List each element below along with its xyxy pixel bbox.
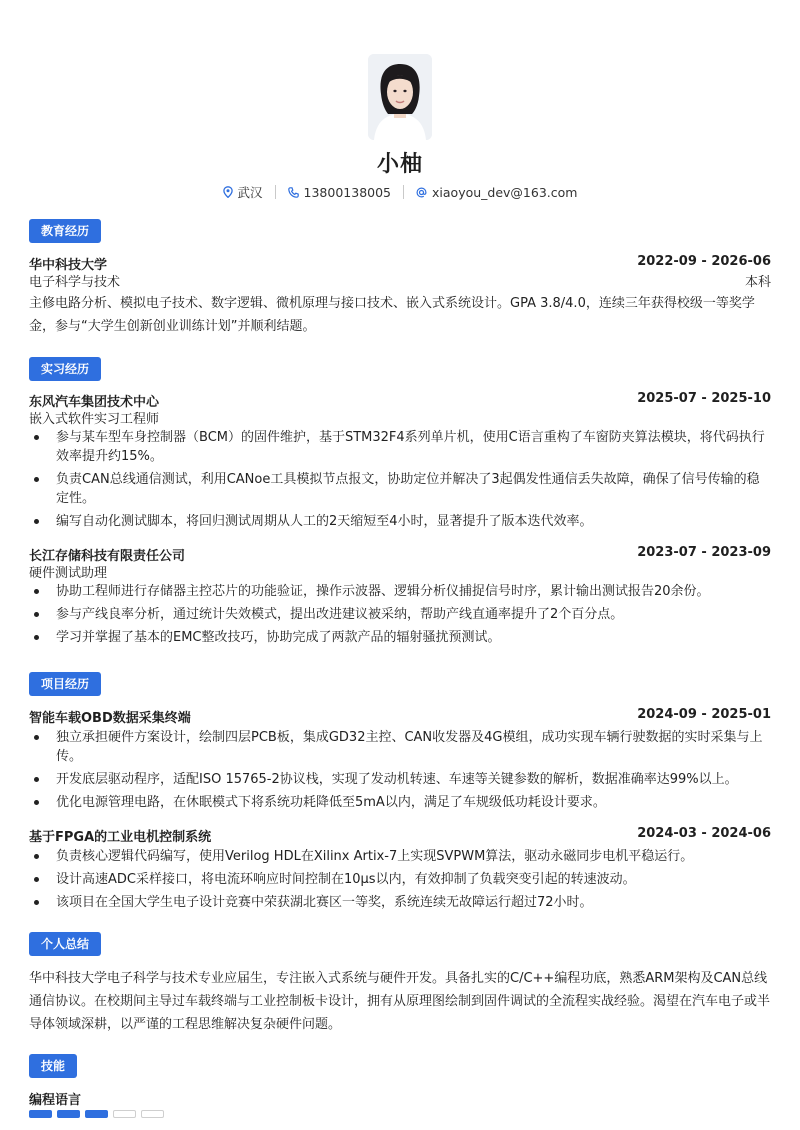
project-bullets: [29, 728, 771, 816]
contact-info: [0, 183, 800, 201]
contact-divider: [403, 185, 404, 199]
contact-phone: [288, 185, 391, 200]
section-skills-title: 技能: [29, 1054, 77, 1078]
project-header: [29, 707, 771, 726]
section-internship-title: 实习经历: [29, 357, 101, 381]
skill-level-segment-empty: [141, 1110, 164, 1118]
skill-level-segment-filled: [57, 1110, 80, 1118]
role-title: 嵌入式软件实习工程师: [29, 412, 160, 427]
bullet-item: 设计高速ADC采样接口，将电流环响应时间控制在10μs以内，有效抑制了负载突变引起的转速波动。: [29, 870, 771, 889]
project-header: [29, 826, 771, 845]
bullet-item: 该项目在全国大学生电子设计竞赛中荣获湖北赛区一等奖，系统连续无故障运行超过72小时。: [29, 893, 771, 912]
skill-category-title: 编程语言: [29, 1093, 82, 1108]
company-name: 东风汽车集团技术中心: [29, 395, 160, 410]
internship-period: 2023-07 - 2023-09: [637, 545, 771, 560]
bullet-item: 开发底层驱动程序，适配ISO 15765-2协议栈，实现了发动机转速、车速等关键参数的解析，数据准确率达99%以上。: [29, 770, 771, 789]
bullet-item: 参与产线良率分析，通过统计失效模式，提出改进建议被采纳，帮助产线直通率提升了2个百分点。: [29, 605, 771, 624]
company-name: 长江存储科技有限责任公司: [29, 549, 186, 564]
internship-bullets: [29, 582, 771, 651]
phone-icon: [288, 187, 299, 198]
bullet-item: 编写自动化测试脚本，将回归测试周期从人工的2天缩短至4小时，显著提升了版本迭代效率。: [29, 512, 771, 531]
profile-photo: [368, 54, 432, 140]
internship-period: 2025-07 - 2025-10: [637, 391, 771, 406]
section-summary-title: 个人总结: [29, 932, 101, 956]
bullet-item: 学习并掌握了基本的EMC整改技巧，协助完成了两款产品的辐射骚扰预测试。: [29, 628, 771, 647]
city-text: 武汉: [237, 185, 263, 200]
project-period: 2024-03 - 2024-06: [637, 826, 771, 841]
project-name: 智能车载OBD数据采集终端: [29, 711, 191, 726]
skill-level-bar: [29, 1110, 164, 1118]
location-pin-icon: [223, 186, 233, 198]
bullet-item: 优化电源管理电路，在休眠模式下将系统功耗降低至5mA以内，满足了车规级低功耗设计要求。: [29, 793, 771, 812]
degree-level: 本科: [744, 275, 771, 290]
education-description: 主修电路分析、模拟电子技术、数字逻辑、微机原理与接口技术、嵌入式系统设计。GPA 3.8/4.0，连续三年获得校级一等奖学金，参与“大学生创新创业训练计划”并顺利结题。: [29, 296, 755, 334]
education-period: 2022-09 - 2026-06: [637, 254, 771, 269]
phone-text[interactable]: 13800138005: [303, 184, 392, 200]
contact-city: [223, 183, 263, 201]
school-name: 华中科技大学: [29, 258, 108, 273]
contact-divider: [275, 185, 276, 199]
contact-email: [416, 185, 577, 200]
internship-role-row: [29, 562, 771, 581]
bullet-item: 负责CAN总线通信测试，利用CANoe工具模拟节点报文，协助定位并解决了3起偶发性通信丢失故障，确保了信号传输的稳定性。: [29, 470, 771, 508]
at-sign-icon: [416, 187, 427, 198]
skill-level-segment-empty: [113, 1110, 136, 1118]
bullet-item: 独立承担硬件方案设计，绘制四层PCB板，集成GD32主控、CAN收发器及4G模组，成功实现车辆行驶数据的实时采集与上传。: [29, 728, 771, 766]
summary-text: 华中科技大学电子科学与技术专业应届生，专注嵌入式系统与硬件开发。具备扎实的C/C++编程功底，熟悉ARM架构及CAN总线通信协议。在校期间主导过车载终端与工业控制板卡设计，拥有从原理图绘制到固件调试的全流程实战经验。渴望在汽车电子或半导体领域深耕，以严谨的工程思维解决复杂硬件问题。: [29, 971, 771, 1032]
section-education-title: 教育经历: [29, 219, 101, 243]
skill-level-segment-filled: [29, 1110, 52, 1118]
major-name: 电子科学与技术: [29, 275, 121, 290]
project-bullets: [29, 847, 771, 916]
internship-bullets: [29, 428, 771, 535]
bullet-item: 负责核心逻辑代码编写，使用Verilog HDL在Xilinx Artix-7上实现SVPWM算法，驱动永磁同步电机平稳运行。: [29, 847, 771, 866]
bullet-item: 协助工程师进行存储器主控芯片的功能验证，操作示波器、逻辑分析仪捕捉信号时序，累计输出测试报告20余份。: [29, 582, 771, 601]
internship-role-row: [29, 408, 771, 427]
bullet-item: 参与某车型车身控制器（BCM）的固件维护，基于STM32F4系列单片机，使用C语言重构了车窗防夹算法模块，将代码执行效率提升约15%。: [29, 428, 771, 466]
education-subheader: [29, 271, 771, 290]
role-title: 硬件测试助理: [29, 566, 108, 581]
email-text[interactable]: xiaoyou_dev@163.com: [432, 184, 578, 200]
project-period: 2024-09 - 2025-01: [637, 707, 771, 722]
candidate-name: 小柚: [376, 152, 423, 177]
section-projects-title: 项目经历: [29, 672, 101, 696]
skill-level-segment-filled: [85, 1110, 108, 1118]
project-name: 基于FPGA的工业电机控制系统: [29, 830, 212, 845]
